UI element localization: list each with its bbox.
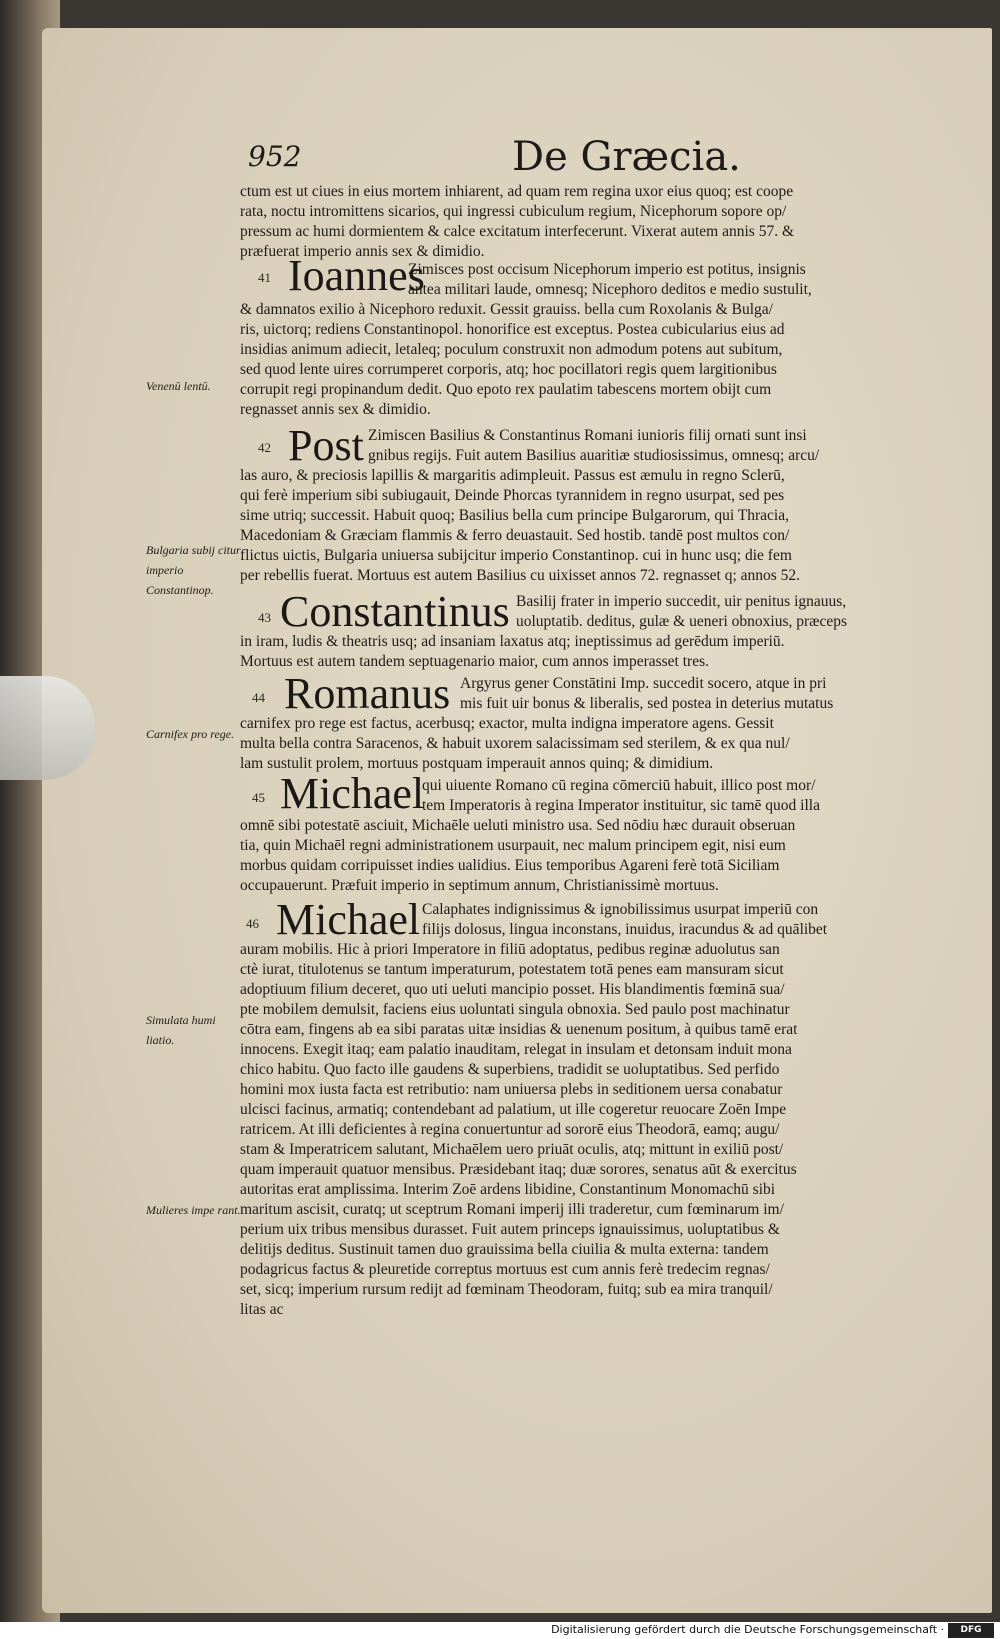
text-line: corrupit regi propinandum dedit. Quo epoto rex paulatim tabescens mortem obijt cum bbox=[240, 381, 772, 398]
text-line: ratricem. At illi deficientes à regina conuertuntur ad sororē eius Theodorā, eamq; augu/ bbox=[240, 1121, 780, 1138]
initial-word: Romanus bbox=[284, 669, 451, 718]
text-line: pressum ac humi dormientem & calce excitatum interfecerunt. Vixerat autem annis 57. & bbox=[240, 223, 795, 240]
text-line: rata, noctu intromittens sicarios, qui ingressi cubiculum regium, Nicephorum sopore op/ bbox=[240, 203, 787, 220]
marginal-note: Bulgaria subij citur imperio Constantinop. bbox=[146, 543, 241, 597]
text-line: adoptiuum filium deceret, quo uti ueluti mancipio posset. His blandimentis fœminā sua/ bbox=[240, 981, 785, 998]
text-line: carnifex pro rege est factus, acerbusq; exactor, multa indigna imperatore agens. Gessit bbox=[240, 715, 774, 732]
text-line: chico habitu. Quo facto ille gaudens & superbiens, tradidit se uoluptatibus. Sed perfido bbox=[240, 1061, 780, 1078]
footer-bar bbox=[0, 1622, 1000, 1639]
text-line: insidias animum adiecit, letaleq; poculum construxit non admodum potens aut subitum, bbox=[240, 341, 783, 358]
text-line: uoluptatib. deditus, gulæ & ueneri obnoxius, præceps bbox=[516, 613, 848, 630]
text-line: perium uix tribus mensibus durasset. Fuit autem princeps ignauissimus, uoluptatibus & bbox=[240, 1221, 780, 1238]
text-line: Argyrus gener Constātini Imp. succedit socero, atque in pri bbox=[460, 675, 827, 692]
initial-word: Constantinus bbox=[280, 587, 510, 636]
text-line: autoritas erat amplissima. Interim Zoē ardens libidine, Constantinum Monomachū sibi bbox=[240, 1181, 776, 1198]
text-line: Mortuus est autem tandem septuagenario maior, cum annos imperasset tres. bbox=[240, 653, 709, 670]
text-line: omnē sibi potestatē asciuit, Michaēle ueluti ministro usa. Sed nōdiu hæc durauit obseruan bbox=[240, 817, 796, 834]
text-line: qui uiuente Romano cū regina cōmerciū habuit, illico post mor/ bbox=[422, 777, 816, 794]
entry-number: 45 bbox=[252, 790, 265, 805]
text-line: podagricus factus & pleuretide correptus mortuus est cum annis ferè tredecim regnas/ bbox=[240, 1261, 770, 1278]
dfg-logo-icon: DFG bbox=[948, 1623, 994, 1638]
text-line: ulcisci facinus, armatiq; contendebant ad palatium, ut ille cogeretur reuocare Zoēn Impe bbox=[240, 1101, 787, 1118]
text-line: Basilij frater in imperio succedit, uir penitus ignauus, bbox=[516, 593, 847, 610]
entry-number: 44 bbox=[252, 690, 265, 705]
text-line: litas ac bbox=[240, 1301, 284, 1318]
text-line: morbus quidam corripuisset indies ualidius. Eius temporibus Agareni ferè totā Siciliam bbox=[240, 857, 780, 874]
text-line: pte mobilem demulsit, faciens eius uoluntati singula obnoxia. Sed paulo post machinatur bbox=[240, 1001, 790, 1018]
marginal-note: Carnifex pro rege. bbox=[146, 727, 235, 741]
initial-word: Ioannes bbox=[288, 251, 425, 300]
text-line: regnasset annis sex & dimidio. bbox=[240, 401, 431, 418]
text-line: cōtra eam, fingens ab ea sibi paratas uitæ insidias & uenenum positum, à quibus tamē erat bbox=[240, 1021, 798, 1038]
marginal-note: Simulata humi liatio. bbox=[146, 1013, 216, 1047]
text-line: antea militari laude, omnesq; Nicephoro deditos e medio sustulit, bbox=[408, 281, 812, 298]
initial-word: Michael bbox=[280, 769, 425, 818]
text-line: sed quod lente uires corrumperet corporis, atq; hoc pocillatori regis quem largitionibus bbox=[240, 361, 777, 378]
text-line: maritum ascisit, curatq; ut sceptrum Romani imperij illi traderetur, cum fœminarum im/ bbox=[240, 1201, 784, 1218]
text-line: homini mox iusta facta est retributio: nam uniuersa plebs in seditionem uersa conabatur bbox=[240, 1081, 783, 1098]
text-line: quam imperauit quatuor mensibus. Præsidebant itaq; duæ sorores, senatus aūt & exercitus bbox=[240, 1161, 797, 1178]
entry-number: 42 bbox=[258, 440, 271, 455]
text-line: las auro, & preciosis lapillis & margaritis adimpleuit. Passus est æmulu in regno Sclerū, bbox=[240, 467, 785, 484]
page-number: 952 bbox=[248, 140, 302, 173]
text-line: stam & Imperatricem salutant, Michaēlem uero priuāt oculis, atq; mittunt in exiliū post/ bbox=[240, 1141, 784, 1158]
marginal-note: Mulieres impe rant. bbox=[146, 1203, 241, 1217]
text-line: ris, uictorq; rediens Constantinopol. honorifice est exceptus. Postea cubicularius eius ad bbox=[240, 321, 785, 338]
running-title: De Græcia. bbox=[512, 134, 741, 180]
entry-number: 41 bbox=[258, 270, 271, 285]
text-line: set, sicq; imperium rursum redijt ad fœminam Theodoram, fuitq; sub ea mira tranquil/ bbox=[240, 1281, 773, 1298]
text-line: & damnatos exilio à Nicephoro reduxit. Gessit grauiss. bella cum Roxolanis & Bulga/ bbox=[240, 301, 773, 318]
footer-credit: Digitalisierung gefördert durch die Deutsche Forschungsgemeinschaft · bbox=[551, 1623, 944, 1636]
initial-word: Post bbox=[288, 421, 364, 470]
text-line: multa bella contra Saracenos, & habuit uxorem salacissimam sed sterilem, & ex qua nul/ bbox=[240, 735, 790, 752]
text-line: præfuerat imperio annis sex & dimidio. bbox=[240, 243, 485, 260]
text-line: ctum est ut ciues in eius mortem inhiarent, ad quam rem regina uxor eius quoq; est coope bbox=[240, 183, 794, 200]
text-line: per rebellis fuerat. Mortuus est autem Basilius cu uixisset annos 72. regnasset q; annos 52. bbox=[240, 567, 801, 584]
text-line: tia, quin Michaēl regni administrationem usurpauit, nec malum principem egit, nisi eum bbox=[240, 837, 786, 854]
entry-number: 43 bbox=[258, 610, 271, 625]
text-line: ctè iurat, titulotenus se tantum imperaturum, potestatem totā penes eam mansuram sicut bbox=[240, 961, 784, 978]
text-line: sime utriq; successit. Habuit quoq; Basilius bella cum principe Bulgarorum, qui Thracia, bbox=[240, 507, 789, 524]
text-line: innocens. Exegit itaq; eam palatio inauditam, relegat in insulam et detonsam induit mona bbox=[240, 1041, 792, 1058]
text-line: Zimiscen Basilius & Constantinus Romani iunioris filij ornati sunt insi bbox=[368, 427, 807, 444]
marginal-note: Venenū lentū. bbox=[146, 379, 211, 393]
text-line: filijs dolosus, lingua inconstans, inuidus, iracundus & ad quālibet bbox=[422, 921, 828, 938]
text-line: Zimisces post occisum Nicephorum imperio est potitus, insignis bbox=[408, 261, 806, 278]
entry-number: 46 bbox=[246, 916, 259, 931]
text-line: auram mobilis. Hic à priori Imperatore in filiū adoptatus, pedibus reginæ aduolutus san bbox=[240, 941, 780, 958]
text-line: occupauerunt. Præfuit imperio in septimum annum, Christianissimè mortuus. bbox=[240, 877, 719, 894]
text-line: qui ferè imperium sibi subiugauit, Deinde Phorcas tyrannidem in regno usurpat, sed pes bbox=[240, 487, 785, 504]
text-line: gnibus regijs. Fuit autem Basilius auaritiæ studiosissimus, omnesq; arcu/ bbox=[368, 447, 820, 464]
text-line: tem Imperatoris à regina Imperator instituitur, sic tamē quod illa bbox=[422, 797, 820, 814]
text-line: Calaphates indignissimus & ignobilissimus usurpat imperiū con bbox=[422, 901, 819, 918]
page-clip bbox=[0, 676, 95, 780]
initial-word: Michael bbox=[276, 895, 421, 944]
text-line: mis fuit uir bonus & liberalis, sed postea in deterius mutatus bbox=[460, 695, 834, 712]
text-line: Macedoniam & Græciam flammis & ferro deuastauit. Sed hostib. tandē post multos con/ bbox=[240, 527, 790, 544]
text-line: in iram, ludis & theatris usq; ad insaniam laxatus atq; ineptissimus ad gerēdum imperiū. bbox=[240, 633, 785, 650]
text-line: lam sustulit prolem, mortuus postquam imperauit annos quinq; & dimidium. bbox=[240, 755, 714, 772]
text-line: flictus uictis, Bulgaria uniuersa subijcitur imperio Constantinop. cui in hunc usq; die fem bbox=[240, 547, 792, 564]
text-line: delitijs deditus. Sustinuit tamen duo grauissima bella ciuilia & multa externa: tandem bbox=[240, 1241, 769, 1258]
